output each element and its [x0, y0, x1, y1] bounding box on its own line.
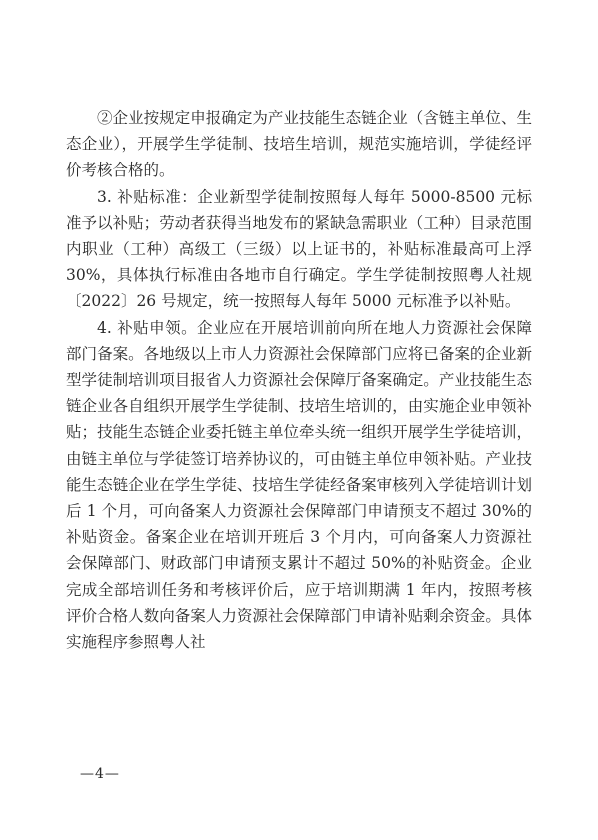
body-text — [66, 105, 532, 655]
paragraph-eligibility-item-2: ②企业按规定申报确定为产业技能生态链企业（含链主单位、生态企业），开展学生学徒制、技培生培训，规范实施培训，学徒经评价考核合格的。 — [66, 109, 532, 180]
paragraph-subsidy-application: 4. 补贴申领。企业应在开展培训前向所在地人力资源社会保障部门备案。各地级以上市人力资源社会保障部门应将已备案的企业新型学徒制培训项目报省人力资源社会保障厅备案确定。产业技能生态链企业各自组织开展学生学徒制、技培生培训的，由实施企业申领补贴；技能生态链企业委托链主单位牵头统一组织开展学生学徒培训，由链主单位与学徒签订培养协议的，可由链主单位申领补贴。产业技能生态链企业在学生学徒、技培生学徒经备案审核列入学徒培训计划后 1 个月，可向备案人力资源社会保障部门申请预支不超过 30%的补贴资金。备案企业在培训开班后 3 个月内，可向备案人力资源社会保障部门、财政部门申请预支累计不超过 50%的补贴资金。企业完成全部培训任务和考核评价后，应于培训期满 1 年内，按照考核评价合格人数向备案人力资源社会保障部门申请补贴剩余资金。具体实施程序参照粤人社 — [66, 318, 532, 652]
paragraph-subsidy-standard: 3. 补贴标准：企业新型学徒制按照每人每年 5000-8500 元标准予以补贴；劳动者获得当地发布的紧缺急需职业（工种）目录范围内职业（工种）高级工（三级）以上证书的，补贴标准最高可上浮 30%，具体执行标准由各地市自行确定。学生学徒制按照粤人社规〔2022〕26 号规定，统一按照每人每年 5000 元标准予以补贴。 — [66, 187, 532, 311]
page-number: —4— — [80, 766, 120, 782]
